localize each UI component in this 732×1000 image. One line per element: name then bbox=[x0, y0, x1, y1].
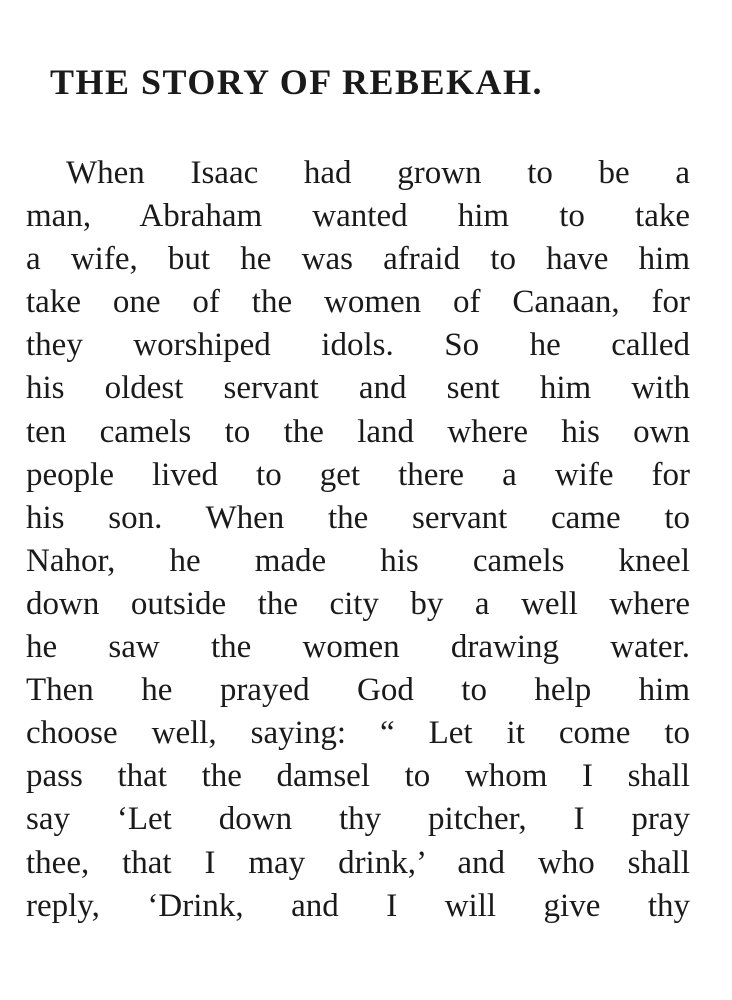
page-title: THE STORY OF REBEKAH. bbox=[50, 62, 543, 102]
text-line: choose well, saying: “ Let it come to bbox=[26, 715, 690, 752]
text-line: they worshiped idols. So he called bbox=[26, 327, 690, 364]
text-line: down outside the city by a well where bbox=[26, 585, 690, 622]
text-line: he saw the women drawing water. bbox=[26, 629, 690, 666]
text-line: man, Abraham wanted him to take bbox=[26, 198, 690, 235]
text-line: his oldest servant and sent him with bbox=[26, 370, 690, 407]
text-line: Then he prayed God to help him bbox=[26, 672, 690, 709]
text-line: ten camels to the land where his own bbox=[26, 413, 690, 450]
text-line: people lived to get there a wife for bbox=[26, 456, 690, 493]
text-line: say ‘Let down thy pitcher, I pray bbox=[26, 801, 690, 838]
text-line: his son. When the servant came to bbox=[26, 499, 690, 536]
text-line: reply, ‘Drink, and I will give thy bbox=[26, 887, 690, 924]
text-line: Nahor, he made his camels kneel bbox=[26, 542, 690, 579]
text-line: a wife, but he was afraid to have him bbox=[26, 241, 690, 278]
text-line: pass that the damsel to whom I shall bbox=[26, 758, 690, 795]
text-line: When Isaac had grown to be a bbox=[66, 155, 690, 191]
story-text bbox=[26, 152, 690, 928]
text-line: take one of the women of Canaan, for bbox=[26, 284, 690, 321]
text-line: thee, that I may drink,’ and who shall bbox=[26, 844, 690, 881]
